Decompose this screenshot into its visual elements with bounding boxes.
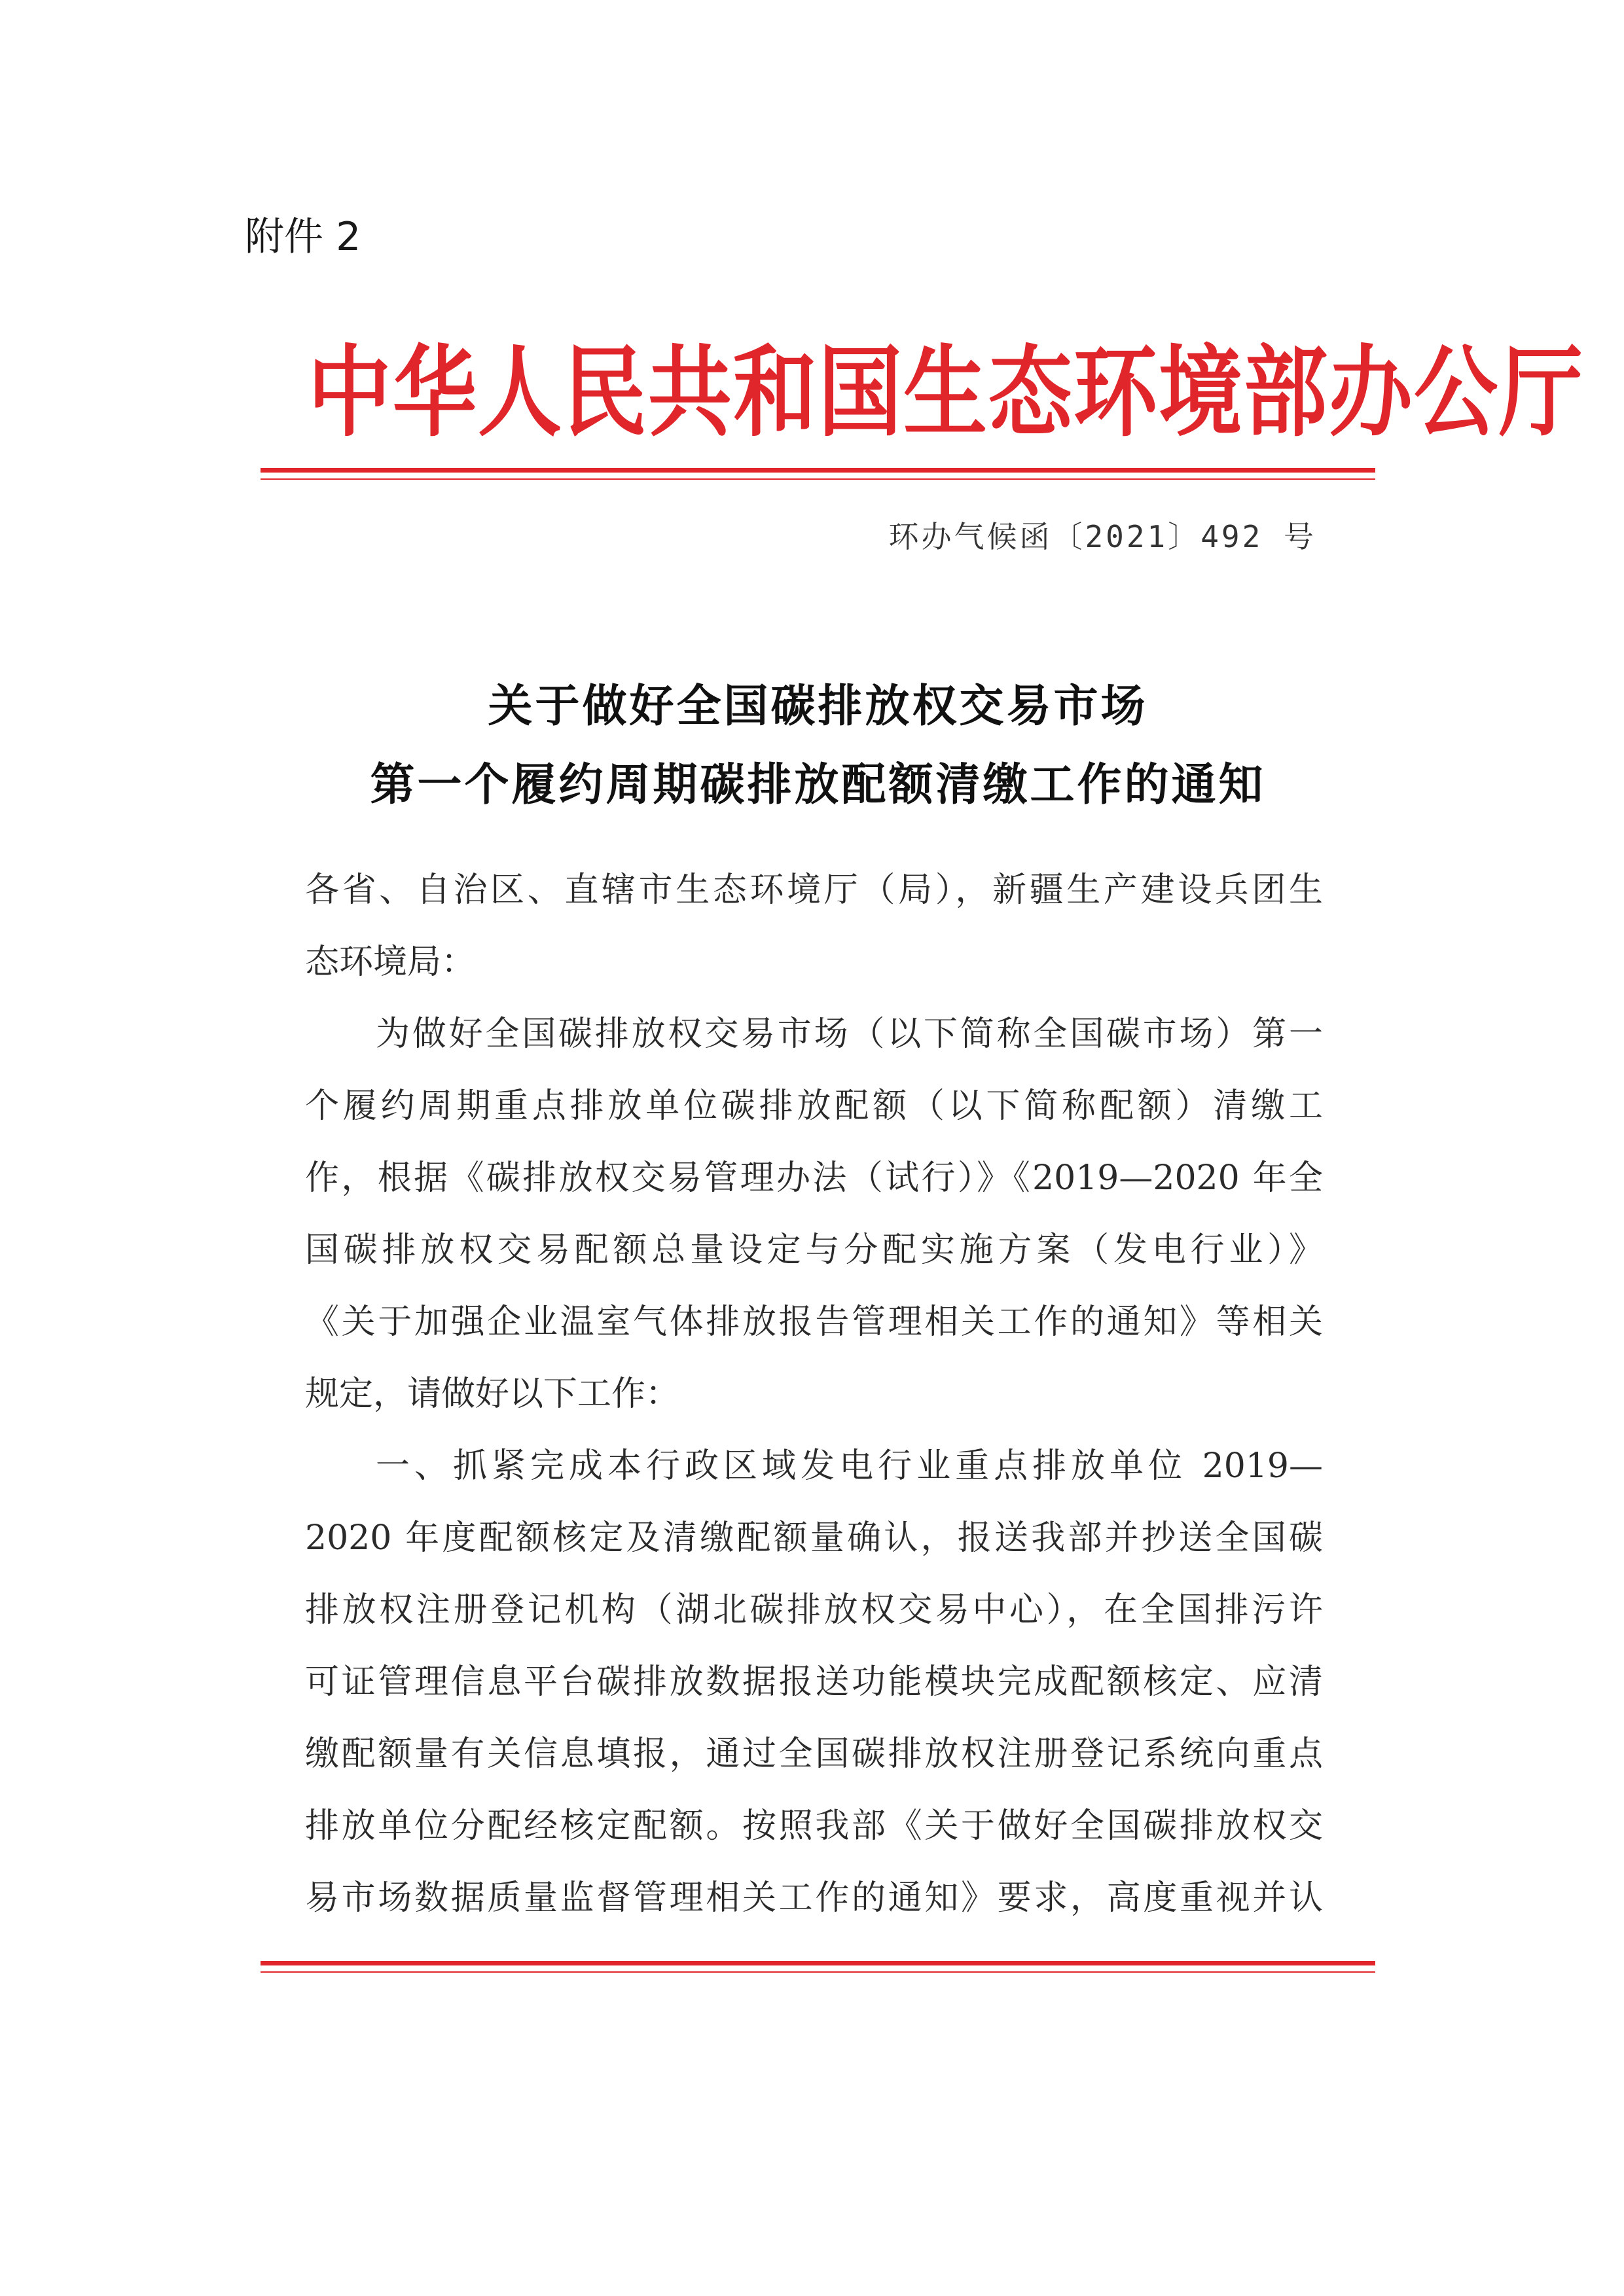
- body-line: 为做好全国碳排放权交易市场（以下简称全国碳市场）第一: [376, 1014, 1323, 1054]
- body-line: 个履约周期重点排放单位碳排放配额（以下简称配额）清缴工: [305, 1086, 1323, 1126]
- body-line: 排放单位分配经核定配额。按照我部《关于做好全国碳排放权交: [305, 1806, 1323, 1846]
- document-title-line-1: 关于做好全国碳排放权交易市场: [488, 681, 1148, 732]
- document-title-line-2: 第一个履约周期碳排放配额清缴工作的通知: [370, 759, 1266, 811]
- body-line: 缴配额量有关信息填报，通过全国碳排放权注册登记系统向重点: [305, 1734, 1323, 1774]
- body-line-salutation-1: 各省、自治区、直辖市生态环境厅（局），新疆生产建设兵团生: [305, 870, 1323, 910]
- masthead-rule-thick: [261, 468, 1375, 473]
- body-line: 国碳排放权交易配额总量设定与分配实施方案（发电行业）》: [305, 1230, 1323, 1270]
- body-line-salutation-2: 态环境局：: [305, 942, 476, 982]
- footer-rule-thin: [261, 1971, 1375, 1973]
- body-line: 规定，请做好以下工作：: [305, 1374, 680, 1414]
- body-line: 2020 年度配额核定及清缴配额量确认，报送我部并抄送全国碳: [305, 1518, 1323, 1558]
- document-number: 环办气候函〔2021〕492 号: [888, 519, 1316, 554]
- footer-rule-thick: [261, 1961, 1375, 1965]
- body-line: 排放权注册登记机构（湖北碳排放权交易中心），在全国排污许: [305, 1590, 1323, 1630]
- body-line: 一、抓紧完成本行政区域发电行业重点排放单位 2019—: [376, 1446, 1323, 1486]
- attachment-label: 附件 2: [245, 214, 361, 260]
- body-line: 易市场数据质量监督管理相关工作的通知》要求，高度重视并认: [305, 1878, 1323, 1918]
- masthead-rule-thin: [261, 478, 1375, 480]
- body-line: 《关于加强企业温室气体排放报告管理相关工作的通知》等相关: [305, 1302, 1323, 1342]
- body-line: 作，根据《碳排放权交易管理办法（试行）》《2019—2020 年全: [305, 1158, 1323, 1198]
- body-line: 可证管理信息平台碳排放数据报送功能模块完成配额核定、应清: [305, 1662, 1323, 1702]
- masthead-org-name: 中华人民共和国生态环境部办公厅: [308, 334, 1585, 451]
